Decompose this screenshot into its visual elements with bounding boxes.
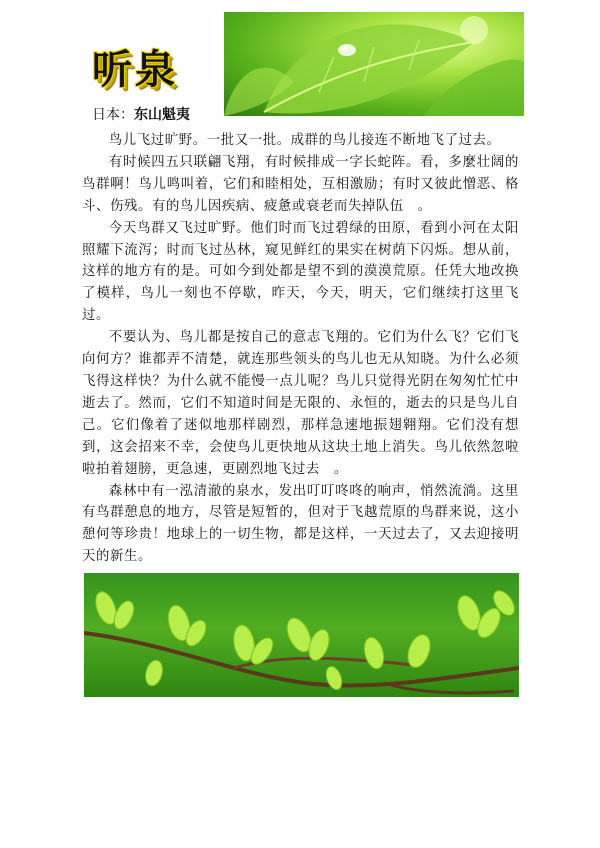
paragraph-1: 鸟儿飞过旷野。一批又一批。成群的鸟儿接连不断地飞了过去。 — [108, 133, 501, 148]
author-name: 东山魁夷 — [134, 107, 190, 123]
footer-image — [84, 573, 519, 697]
branch-leaves-image — [84, 573, 519, 697]
paragraph-4: 不要认为、鸟儿都是按自己的意志飞翔的。它们为什么飞？它们飞向何方？谁都弄不清楚，就连那些领头的鸟儿也无从知晓。为什么必须飞得这样快？为什么就不能慢一点儿呢？鸟儿只觉得光阴在匆匆忙忙中逝去了。然而，它们不知道时间是无限的、永恒的，逝去的只是鸟儿自己。它们像着了迷似地那样剧烈，那样急速地振翅翱翔。它们没有想到，这会招来不幸，会使鸟儿更快地从这块土地上消失。鸟儿依然忽啦啦拍着翅膀，更急速，更剧烈地飞过去 。 — [82, 330, 519, 477]
header-image — [224, 12, 524, 116]
author-country: 日本 ： — [92, 107, 134, 123]
leaf-dewdrop-image — [224, 12, 524, 116]
paragraph-3: 今天鸟群又飞过旷野。他们时而飞过碧绿的田原，看到小河在太阳照耀下流泻；时而飞过丛林，窥见鲜红的果实在树荫下闪烁。想从前，这样的地方有的是。可如今到处都是望不到的漠漠荒原。任凭大地改换了模样，鸟儿一刻也不停歇，昨天，今天，明天，它们继续打这里飞过。 — [82, 220, 519, 324]
paragraph-2: 有时候四五只联翩飞翔，有时候排成一字长蛇阵。看，多麼壮阔的鸟群啊！鸟儿鸣叫着，它们和睦相处，互相激励；有时又彼此憎恶、格斗、伤残。有的鸟儿因疾病、疲惫或衰老而失掉队伍 。 — [82, 154, 519, 214]
article-body — [82, 130, 519, 568]
paragraph-5: 森林中有一泓清澈的泉水，发出叮叮咚咚的响声，悄然流淌。这里有鸟群憩息的地方，尽管是短暂的，但对于飞越荒原的鸟群来说，这小憩何等珍贵！地球上的一切生物，都是这样，一天过去了，又去迎接明天的新生。 — [82, 483, 519, 565]
page-title: 听泉 — [92, 47, 178, 93]
author-line — [92, 104, 190, 124]
